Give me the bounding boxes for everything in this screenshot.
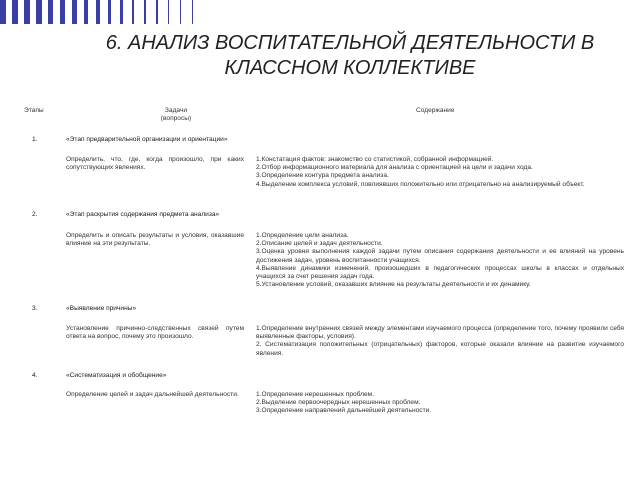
stage-2-item-1: 1.Определение цели анализа. xyxy=(256,232,349,239)
header-tasks-label: Задачи xyxy=(164,107,188,114)
header-tasks xyxy=(128,107,224,123)
stage-3-content xyxy=(256,325,624,358)
header-stages: Этапы xyxy=(24,107,44,114)
stage-1-content xyxy=(256,156,624,189)
title-line-2: КЛАССНОМ КОЛЛЕКТИВЕ xyxy=(224,57,476,79)
stage-2-item-5: 5.Установление условий, оказавших влияние на результаты деятельности и их динамику. xyxy=(256,281,531,289)
stage-1-item-3: 3.Определение контура предмета анализа. xyxy=(256,172,389,180)
stage-2-item-4: 4.Выявление динамики изменений, произошедших в педагогических процессах школы в классах и отдельных учащихся за счет решения задач года. xyxy=(256,264,624,281)
stage-1-item-1: 1.Констатация фактов: знакомство со статистикой, собранной информацией. xyxy=(256,156,494,163)
title-line-1: 6. АНАЛИЗ ВОСПИТАТЕЛЬНОЙ ДЕЯТЕЛЬНОСТИ В xyxy=(105,32,595,54)
stage-4-number: 4. xyxy=(32,372,38,379)
stage-3-number: 3. xyxy=(32,305,38,312)
header-content: Содержание xyxy=(416,107,455,114)
stage-2-item-2: 2.Описание целей и задач деятельности. xyxy=(256,240,383,248)
stage-4-item-2: 2.Выделение первоочередных нерешенных проблем. xyxy=(256,399,421,407)
title-stripe-decoration xyxy=(0,0,220,24)
stage-4-content xyxy=(256,391,624,416)
stage-2-title: «Этап раскрытия содержания предмета анализа» xyxy=(66,211,220,218)
stage-1-title: «Этап предварительной организации и ориентации» xyxy=(66,136,228,143)
stage-2-number: 2. xyxy=(32,211,38,218)
stage-3-task: Установление причинно-следственных связей путем ответа на вопрос, почему это произошло. xyxy=(66,325,244,341)
stage-3-title: «Выявление причины» xyxy=(66,305,137,312)
page-title xyxy=(60,31,640,81)
stage-4-item-1: 1.Определение нерешенных проблем. xyxy=(256,391,375,398)
stage-1-item-2: 2.Отбор информационного материала для анализа с ориентацией на цели и задачи хода. xyxy=(256,164,533,172)
stage-1-number: 1. xyxy=(32,136,38,143)
header-tasks-sublabel: (вопросы) xyxy=(160,115,192,123)
stage-1-item-4: 4.Выделение комплекса условий, повлиявших положительно или отрицательно на анализируемый объект. xyxy=(256,180,585,188)
stage-1-task: Определить, что, где, когда произошло, при каких сопутствующих явлениях. xyxy=(66,156,244,172)
stage-4-task: Определение целей и задач дальнейшей деятельности. xyxy=(66,391,239,398)
stage-2-task: Определить и описать результаты и условия, оказавшие влияние на эти результаты. xyxy=(66,232,244,248)
stage-2-item-3: 3.Оценка уровня выполнения каждой задачи путем описания содержания деятельности и ее влияний на уровень достижения задач, уровень воспитанности учащихся. xyxy=(256,248,624,264)
stage-3-item-2: 2. Систематизация положительных (отрицательных) факторов, которые оказали влияние на развитие изучаемого явления. xyxy=(256,341,624,357)
stage-2-content xyxy=(256,232,624,289)
stage-4-item-3: 3.Определение направлений дальнейшей деятельности. xyxy=(256,407,432,415)
stage-3-item-1: 1.Определение внутренних связей между элементами изучаемого процесса (определение того, почему проявили себя выявленные факторы, условия). xyxy=(256,325,624,341)
stage-4-title: «Систематизация и обобщение» xyxy=(66,372,167,379)
